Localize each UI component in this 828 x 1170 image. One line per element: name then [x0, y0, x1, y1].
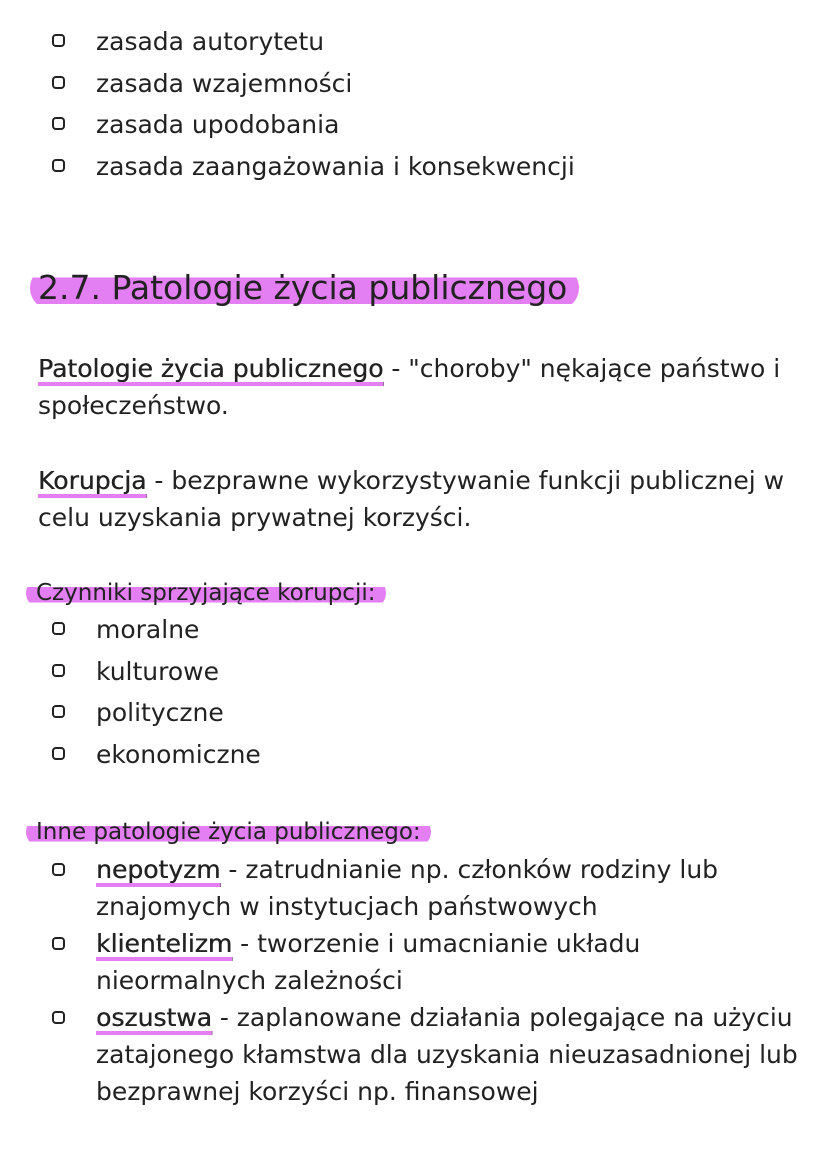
list-item-text: - zaplanowane działania polegające na użyciu zatajonego kłamstwa dla uzyskania nieuzasadnionej lub bezprawnej korzyści np. finansowej — [96, 1003, 798, 1106]
section-heading: 2.7. Patologie życia publicznego — [30, 266, 579, 310]
principles-list — [52, 21, 575, 187]
list-item — [52, 63, 575, 105]
list-item-text: zasada zaangażowania i konsekwencji — [96, 151, 575, 181]
list-item — [52, 851, 802, 925]
list-item-text: moralne — [96, 615, 200, 644]
checkbox-bullet-icon — [52, 159, 65, 172]
checkbox-bullet-icon — [52, 76, 65, 89]
list-item-text: zasada wzajemności — [96, 68, 353, 98]
checkbox-bullet-icon — [52, 937, 65, 950]
list-item-term: oszustwa — [96, 1003, 212, 1032]
list-item-term: nepotyzm — [96, 855, 221, 884]
list-item — [52, 651, 261, 693]
factors-heading: Czynniki sprzyjające korupcji: — [26, 578, 386, 608]
checkbox-bullet-icon — [52, 705, 65, 718]
other-pathologies-list — [52, 851, 802, 1110]
list-item-term: klientelizm — [96, 929, 233, 958]
definition-text: - "choroby" nękające państwo i społeczeństwo. — [38, 354, 781, 420]
checkbox-bullet-icon — [52, 117, 65, 130]
definition-patologie — [38, 350, 798, 424]
list-item — [52, 104, 575, 146]
list-item-text: polityczne — [96, 698, 224, 727]
list-item-text: zasada upodobania — [96, 110, 340, 139]
factors-list — [52, 609, 261, 775]
checkbox-bullet-icon — [52, 622, 65, 635]
checkbox-bullet-icon — [52, 863, 65, 876]
list-item-text: kulturowe — [96, 656, 219, 686]
checkbox-bullet-icon — [52, 747, 65, 760]
list-item-text: ekonomiczne — [96, 739, 261, 769]
list-item — [52, 609, 261, 651]
list-item — [52, 21, 575, 63]
list-item — [52, 999, 802, 1110]
checkbox-bullet-icon — [52, 1011, 65, 1024]
definition-korupcja — [38, 462, 798, 536]
definition-term: Korupcja — [38, 466, 147, 495]
list-item-text: - zatrudnianie np. członków rodziny lub znajomych w instytucjach państwowych — [96, 855, 719, 921]
list-item — [52, 925, 802, 999]
definition-text: - bezprawne wykorzystywanie funkcji publicznej w celu uzyskania prywatnej korzyści. — [38, 466, 785, 532]
checkbox-bullet-icon — [52, 664, 65, 677]
list-item-text: zasada autorytetu — [96, 27, 325, 56]
checkbox-bullet-icon — [52, 34, 65, 47]
list-item — [52, 692, 261, 734]
definition-term: Patologie życia publicznego — [38, 354, 384, 383]
list-item-text: - tworzenie i umacnianie układu nieormalnych zależności — [96, 929, 641, 995]
other-pathologies-heading: Inne patologie życia publicznego: — [26, 817, 431, 847]
list-item — [52, 146, 575, 188]
list-item — [52, 734, 261, 776]
